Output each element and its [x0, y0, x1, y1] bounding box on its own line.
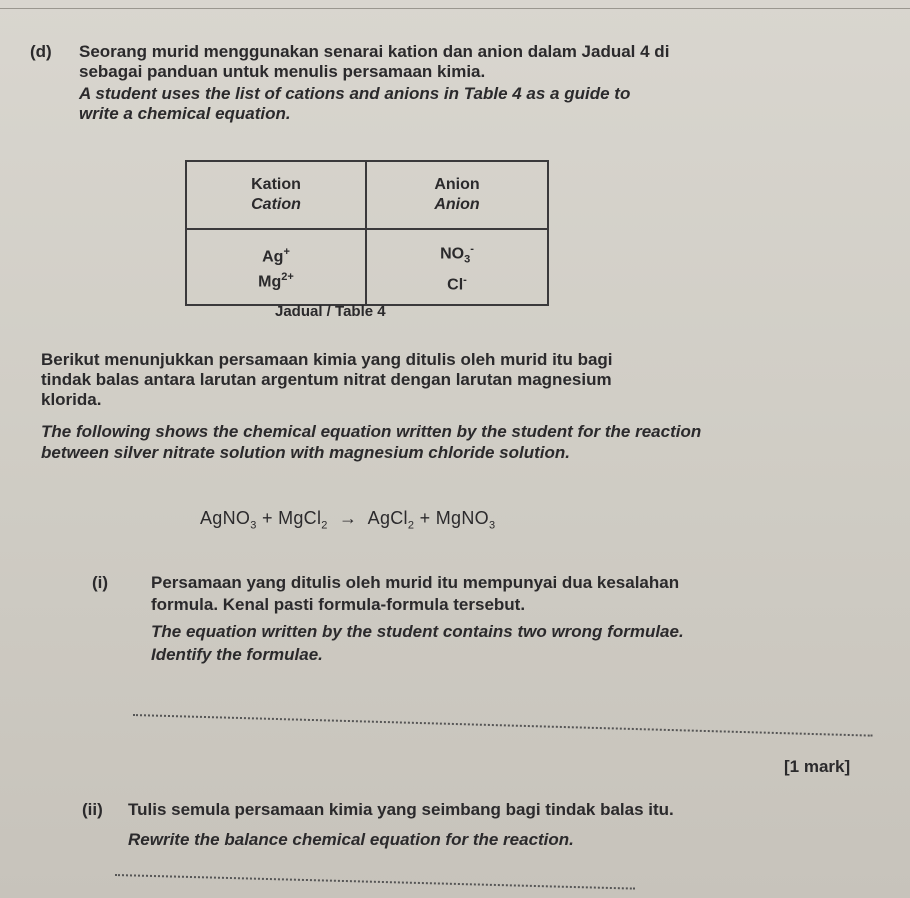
intro-ms-line3: klorida. — [41, 390, 102, 409]
ion-table — [185, 160, 549, 306]
table-caption: Jadual / Table 4 — [275, 303, 386, 320]
cation-header-en: Cation — [251, 196, 301, 213]
cation-mg: $Mg^{2+}$ — [258, 271, 294, 291]
eq-term-mgno3: MgNO$_3$ — [435, 508, 496, 532]
cation-header-cell — [186, 161, 366, 229]
answer-line-i[interactable] — [133, 714, 873, 737]
question-label: (d) — [30, 42, 52, 61]
question-text-en-line2: write a chemical equation. — [79, 104, 291, 123]
cation-ag: Ag+ — [262, 245, 290, 265]
part-i-label: (i) — [92, 573, 109, 592]
cation-list-cell — [186, 229, 366, 305]
intro-ms-line1: Berikut menunjukkan persamaan kimia yang ditulis oleh murid itu bagi — [41, 350, 613, 369]
eq-arrow: → — [339, 508, 358, 528]
anion-cl: Cl- — [447, 273, 467, 293]
intro-en-line2: between silver nitrate solution with magnesium chloride solution. — [41, 443, 570, 462]
eq-plus-2: + — [419, 508, 431, 528]
question-text-ms-line2: sebagai panduan untuk menulis persamaan kimia. — [79, 62, 486, 81]
answer-line-ii[interactable] — [115, 874, 635, 890]
anion-header-ms: Anion — [434, 176, 480, 193]
anion-list-cell — [366, 229, 548, 305]
cation-header-ms: Kation — [251, 176, 301, 193]
part-ii-en-line1: Rewrite the balance chemical equation for the reaction. — [128, 830, 574, 849]
part-ii-ms-line1: Tulis semula persamaan kimia yang seimbang bagi tindak balas itu. — [128, 800, 674, 819]
question-text-ms-line1: Seorang murid menggunakan senarai kation dan anion dalam Jadual 4 di — [79, 42, 670, 61]
chemical-equation — [200, 508, 495, 532]
marks-label: [1 mark] — [784, 757, 851, 776]
anion-header-en: Anion — [434, 196, 480, 213]
page-top-rule — [0, 8, 910, 9]
part-ii-label: (ii) — [82, 800, 103, 819]
part-i-en-line2: Identify the formulae. — [151, 645, 323, 664]
part-i-en-line1: The equation written by the student contains two wrong formulae. — [151, 622, 684, 641]
part-i-ms-line1: Persamaan yang ditulis oleh murid itu mempunyai dua kesalahan — [151, 573, 680, 592]
anion-header-cell — [366, 161, 548, 229]
intro-en-line1: The following shows the chemical equation written by the student for the reaction — [41, 422, 702, 441]
eq-plus-1: + — [261, 508, 273, 528]
anion-no3: $NO_3^-$ — [440, 243, 474, 266]
eq-term-agno3: AgNO$_3$ — [200, 508, 257, 532]
eq-term-agcl2: AgCl$_2$ — [367, 508, 415, 532]
eq-term-mgcl2: MgCl$_2$ — [278, 508, 328, 532]
intro-ms-line2: tindak balas antara larutan argentum nitrat dengan larutan magnesium — [41, 370, 612, 389]
part-i-ms-line2: formula. Kenal pasti formula-formula tersebut. — [151, 595, 526, 614]
question-text-en-line1: A student uses the list of cations and anions in Table 4 as a guide to — [79, 84, 631, 103]
